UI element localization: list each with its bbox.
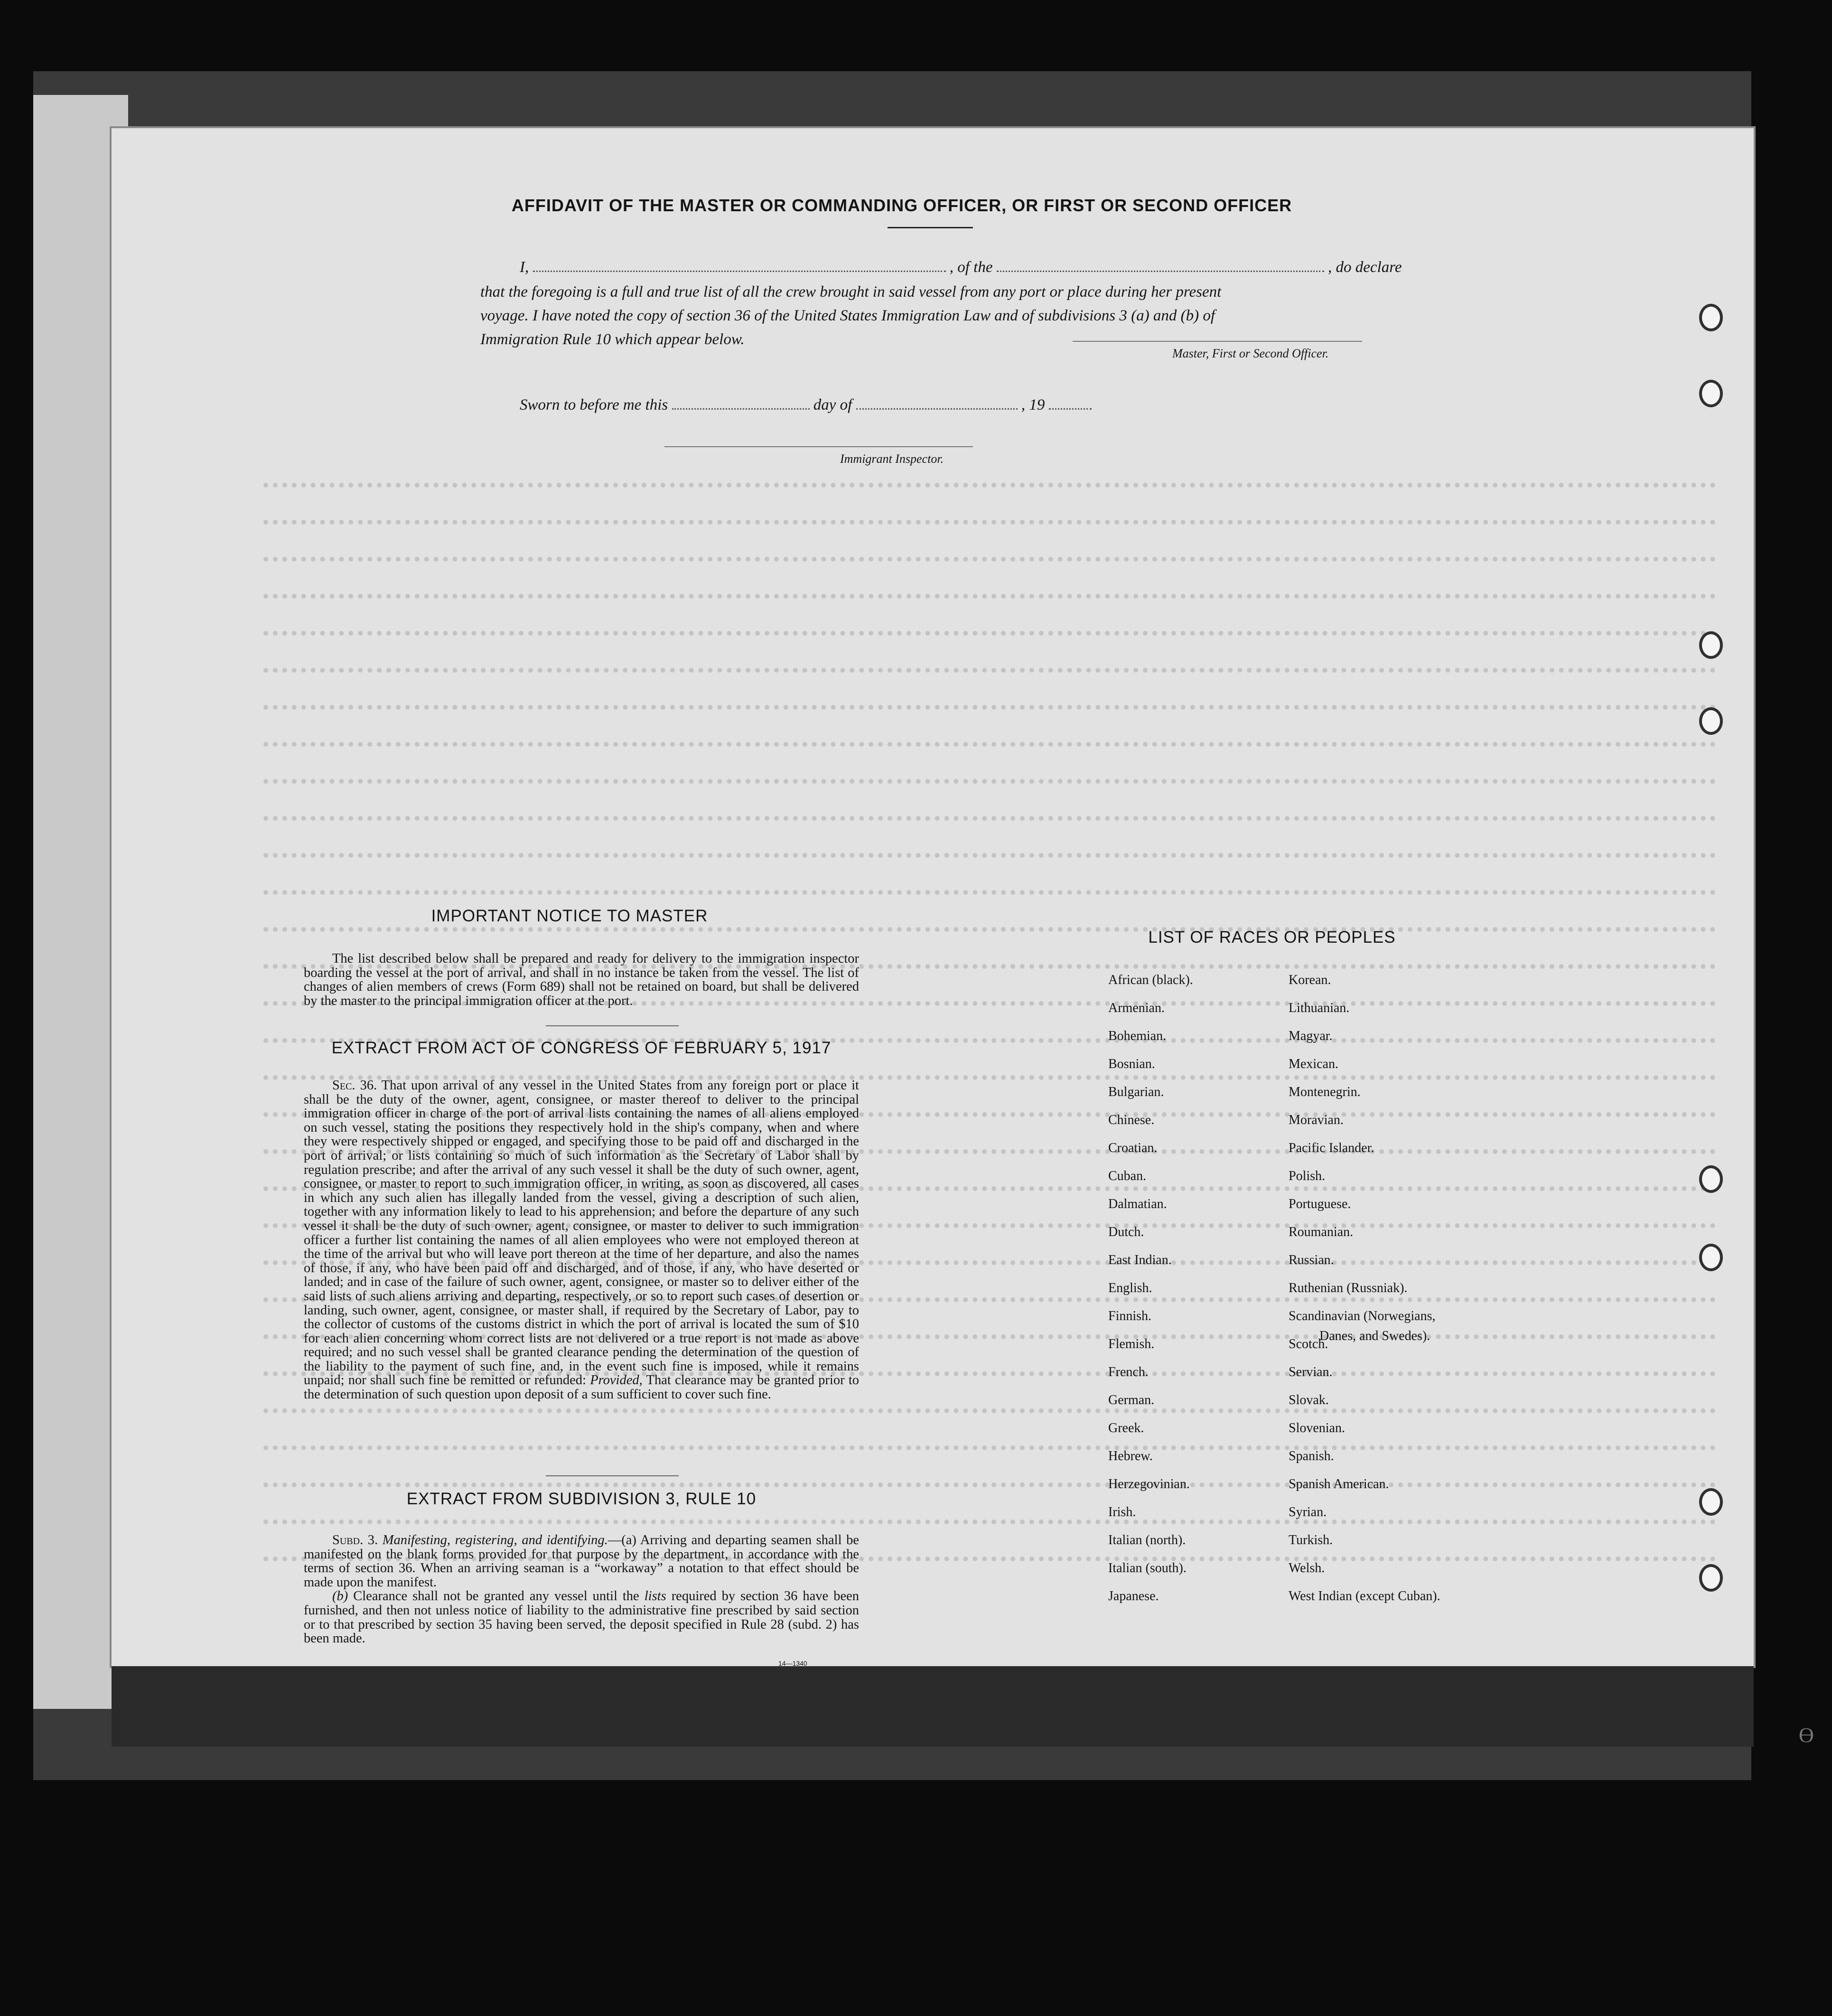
race-item: Spanish American. xyxy=(1289,1477,1389,1491)
extract-rule-title: EXTRACT FROM SUBDIVISION 3, RULE 10 xyxy=(406,1490,757,1508)
race-item: Mexican. xyxy=(1289,1057,1338,1071)
bleed-through-row xyxy=(263,660,1716,679)
binding-hole-icon xyxy=(1699,1165,1723,1193)
race-item: Bohemian. xyxy=(1108,1029,1167,1043)
notice-title: IMPORTANT NOTICE TO MASTER xyxy=(431,907,708,925)
race-item-continuation: Danes, and Swedes). xyxy=(1319,1329,1430,1343)
binding-hole-icon xyxy=(1699,631,1723,659)
race-item: Cuban. xyxy=(1108,1169,1147,1183)
race-item: Armenian. xyxy=(1108,1001,1165,1015)
bleed-through-row xyxy=(263,586,1716,605)
race-item: Bulgarian. xyxy=(1108,1085,1164,1099)
binding-hole-icon xyxy=(1699,380,1723,407)
extract-act-title: EXTRACT FROM ACT OF CONGRESS OF FEBRUARY 5, 1917 xyxy=(331,1039,832,1057)
notice-text: The list described below shall be prepared and ready for delivery to the immigration inspector boarding the vessel at the port of arrival, and shall in no instance be taken from the vessel. The list of changes of alien members of crews (Form 689) shall not be retained on board, but shall be delivered by the master to the principal immigration officer at the port. xyxy=(304,951,859,1008)
bleed-through-row xyxy=(263,512,1716,531)
race-item: Dutch. xyxy=(1108,1225,1144,1239)
document-sheet xyxy=(112,128,1754,1666)
affidavit-declaration-line xyxy=(520,259,1402,276)
inspector-label: Immigrant Inspector. xyxy=(840,452,944,466)
race-item: Magyar. xyxy=(1289,1029,1333,1043)
race-item: Bosnian. xyxy=(1108,1057,1155,1071)
race-item: Scandinavian (Norwegians, xyxy=(1289,1309,1436,1323)
bleed-through-row xyxy=(263,845,1716,864)
race-item: Croatian. xyxy=(1108,1141,1158,1155)
notice-divider xyxy=(546,1025,679,1026)
sworn-prefix: Sworn to before me this xyxy=(520,396,668,413)
form-number: 14—1340 xyxy=(778,1660,807,1667)
sworn-line xyxy=(520,396,1092,414)
race-item: Finnish. xyxy=(1108,1309,1152,1323)
race-item: Roumanian. xyxy=(1289,1225,1354,1239)
subd-b-marker: (b) xyxy=(332,1589,348,1604)
name-blank xyxy=(533,261,946,272)
master-signature-line xyxy=(1073,341,1362,342)
section-36-label: Sec. 36. xyxy=(332,1078,377,1093)
subd-label: Subd. 3. xyxy=(332,1533,378,1547)
master-signature-label: Master, First or Second Officer. xyxy=(1172,347,1329,360)
race-item: Lithuanian. xyxy=(1289,1001,1350,1015)
bleed-through-row xyxy=(263,882,1716,901)
race-item: French. xyxy=(1108,1365,1149,1379)
bleed-through-row xyxy=(263,1400,1716,1419)
subd-a-text: Arriving and departing seamen shall be manifested on the blank forms provided for that purpose by the department, in accordance with the terms of section 36. When an arriving seaman is a “workaway” a notation to that effect should be made upon the manifest. xyxy=(304,1533,859,1590)
act-divider xyxy=(546,1475,679,1476)
race-item: Spanish. xyxy=(1289,1449,1334,1463)
bleed-through-row xyxy=(263,623,1716,642)
race-item: Slovenian. xyxy=(1289,1421,1345,1435)
page-mark-icon: ϴ xyxy=(1799,1724,1814,1747)
race-item: Chinese. xyxy=(1108,1113,1155,1127)
races-title: LIST OF RACES OR PEOPLES xyxy=(1148,928,1396,947)
inspector-signature-line xyxy=(664,446,973,447)
race-item: Portuguese. xyxy=(1289,1197,1351,1211)
affidavit-line-4: Immigration Rule 10 which appear below. xyxy=(480,331,745,348)
race-item: West Indian (except Cuban). xyxy=(1289,1589,1440,1603)
race-item: Japanese. xyxy=(1108,1589,1159,1603)
provided-text: That clearance may be granted prior to the determination of such question upon deposit of a sum sufficient to cover such fine. xyxy=(304,1373,860,1402)
race-item: Scotch. xyxy=(1289,1337,1328,1351)
bleed-through-row xyxy=(263,808,1716,827)
subd-a-marker: —(a) xyxy=(608,1533,636,1547)
sheet-bottom-edge xyxy=(112,1666,1754,1747)
binding-hole-icon xyxy=(1699,1488,1723,1516)
month-blank xyxy=(856,399,1018,410)
binding-hole-icon xyxy=(1699,304,1723,331)
bleed-through-row xyxy=(263,1511,1716,1530)
race-item: Servian. xyxy=(1289,1365,1333,1379)
bleed-through-row xyxy=(263,549,1716,568)
vessel-blank xyxy=(997,261,1324,272)
race-item: Italian (south). xyxy=(1108,1561,1187,1575)
race-item: Hebrew. xyxy=(1108,1449,1153,1463)
sworn-day-of: day of xyxy=(813,396,852,413)
race-item: German. xyxy=(1108,1393,1155,1407)
race-item: Herzegovinian. xyxy=(1108,1477,1190,1491)
race-item: African (black). xyxy=(1108,973,1193,987)
year-blank xyxy=(1049,399,1092,410)
title-underline xyxy=(888,227,973,228)
race-item: Irish. xyxy=(1108,1505,1136,1519)
subd-b-text-1: Clearance shall not be granted any vessel until the xyxy=(353,1589,639,1604)
affidavit-i: I, xyxy=(520,259,529,276)
subd-heading: Manifesting, registering, and identifying. xyxy=(382,1533,608,1547)
affidavit-line-3: voyage. I have noted the copy of section 36 of the United States Immigration Law and of subdivisions 3 (a) and (b) of xyxy=(480,307,1215,324)
sworn-year: , 19 xyxy=(1021,396,1045,413)
bleed-through-row xyxy=(263,734,1716,753)
race-item: Welsh. xyxy=(1289,1561,1325,1575)
race-item: Polish. xyxy=(1289,1169,1326,1183)
binding-hole-icon xyxy=(1699,707,1723,735)
binding-hole-icon xyxy=(1699,1244,1723,1271)
subd-b-text-2: required by section 36 have been furnished, and then not unless notice of liability to the administrative fine prescribed by said section or to that prescribed by section 35 having been served, the deposit specified in Rule 28 (subd. 2) has been made. xyxy=(304,1589,860,1646)
day-blank xyxy=(672,399,810,410)
section-36-text: That upon arrival of any vessel in the United States from any foreign port or place it shall be the duty of the owner, agent, consignee, or master thereof to deliver to the principal immigration officer in charge of the port of arrival lists containing the names of all aliens employed on such vessel, stating the positions they respectively hold in the ship's company, when and where they were respectively shipped or engaged, and specifying those to be paid off and discharged in the port of arrival; or lists containing so much of such information as the Secretary of Labor shall by regulation prescribe; and after the arrival of any such vessel it shall be the duty of such owner, agent, consignee, or master to report to such immigration officer, in writing, as soon as discovered, all cases in which any such alien has illegally landed from the vessel, giving a description of such alien, together with any information likely to lead to his apprehension; and before the departure of any such vessel it shall be the duty of such owner, agent, consignee, or master to deliver to such immigration officer a further list containing the names of all alien employees who were not employed thereon at the time of the arrival but who will leave port thereon at the time of her departure, and also the names of those, if any, who have been paid off and discharged, and of those, if any, who have deserted or landed; and in case of the failure of such owner, agent, consignee, or master so to deliver either of the said lists of such aliens arriving and departing, respectively, or so to report such cases of desertion or landing, such owner, agent, consignee, or master shall, if required by the Secretary of Labor, pay to the collector of customs of the customs district in which the port of arrival is located the sum of $10 for each alien concerning whom correct lists are not delivered or a true report is not made as above required; and no such vessel shall be granted clearance pending the determination of the question of the liability to the payment of such fine, and, in the event such fine is imposed, while it remains unpaid; nor shall such fine be remitted or refunded: xyxy=(304,1078,859,1388)
race-item: Montenegrin. xyxy=(1289,1085,1361,1099)
race-item: Pacific Islander. xyxy=(1289,1141,1374,1155)
race-item: Slovak. xyxy=(1289,1393,1329,1407)
section-36-paragraph xyxy=(304,1078,859,1402)
bleed-through-row xyxy=(263,475,1716,494)
subdivision-paragraph xyxy=(304,1533,859,1646)
provided-label: Provided, xyxy=(590,1373,643,1388)
bleed-through-row xyxy=(263,697,1716,716)
race-item: Russian. xyxy=(1289,1253,1334,1267)
bleed-through-row xyxy=(263,771,1716,790)
affidavit-title: AFFIDAVIT OF THE MASTER OR COMMANDING OFFICER, OR FIRST OR SECOND OFFICER xyxy=(511,196,1292,215)
race-item: Greek. xyxy=(1108,1421,1144,1435)
race-item: Syrian. xyxy=(1289,1505,1327,1519)
race-item: Dalmatian. xyxy=(1108,1197,1167,1211)
notice-paragraph xyxy=(304,952,859,1008)
affidavit-of-the: , of the xyxy=(949,259,993,276)
subd-b-lists: lists xyxy=(644,1589,666,1604)
bleed-through-row xyxy=(263,1437,1716,1456)
affidavit-declare: , do declare xyxy=(1327,259,1402,276)
race-item: Flemish. xyxy=(1108,1337,1155,1351)
race-item: East Indian. xyxy=(1108,1253,1172,1267)
race-item: Moravian. xyxy=(1289,1113,1344,1127)
affidavit-line-2: that the foregoing is a full and true list of all the crew brought in said vessel from any port or place during her present xyxy=(480,283,1222,300)
race-item: Korean. xyxy=(1289,973,1331,987)
race-item: English. xyxy=(1108,1281,1152,1295)
race-item: Italian (north). xyxy=(1108,1533,1186,1547)
race-item: Ruthenian (Russniak). xyxy=(1289,1281,1408,1295)
race-item: Turkish. xyxy=(1289,1533,1333,1547)
binding-hole-icon xyxy=(1699,1564,1723,1592)
